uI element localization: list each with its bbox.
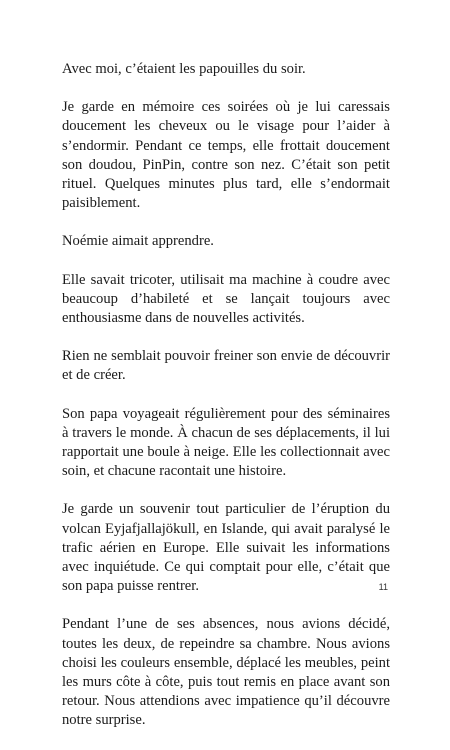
page-number: 11 xyxy=(378,582,388,592)
paragraph: Noémie aimait apprendre. xyxy=(62,233,214,250)
paragraph: Pendant l’une de ses absences, nous avions décidé, toutes les deux, de repeindre sa chambre. Nous avions choisi les couleurs ensemble, déplacé les meubles, peint les murs côte à côte, puis tout remis en place avant son retour. Nous attendions avec impatience qu’il découvre notre surprise. xyxy=(62,616,390,729)
paragraph: Je garde en mémoire ces soirées où je lui caressais doucement les cheveux ou le visage pour l’aider à s’endormir. Pendant ce temps, elle frottait doucement son doudou, PinPin, contre son nez. C’était son petit rituel. Quelques minutes plus tard, elle s’endormait paisiblement. xyxy=(62,99,390,212)
paragraph: Elle savait tricoter, utilisait ma machine à coudre avec beaucoup d’habileté et se lançait toujours avec enthousiasme dans de nouvelles activités. xyxy=(62,271,390,327)
paragraph: Rien ne semblait pouvoir freiner son envie de découvrir et de créer. xyxy=(62,348,390,384)
paragraph: Son papa voyageait régulièrement pour des séminaires à travers le monde. À chacun de ses déplacements, il lui rapportait une boule à neige. Elle les collectionnait avec soin, et chacune racontait une histoire. xyxy=(62,405,390,480)
paragraph: Avec moi, c’étaient les papouilles du soir. xyxy=(62,61,306,77)
paragraph: Je garde un souvenir tout particulier de l’éruption du volcan Eyjafjallajökull, en Islande, qui avait paralysé le trafic aérien en Europe. Elle suivait les informations avec inquiétude. Ce qui comptait pour elle, c’était que son papa puisse rentrer. xyxy=(62,501,390,595)
body-text xyxy=(62,60,390,750)
